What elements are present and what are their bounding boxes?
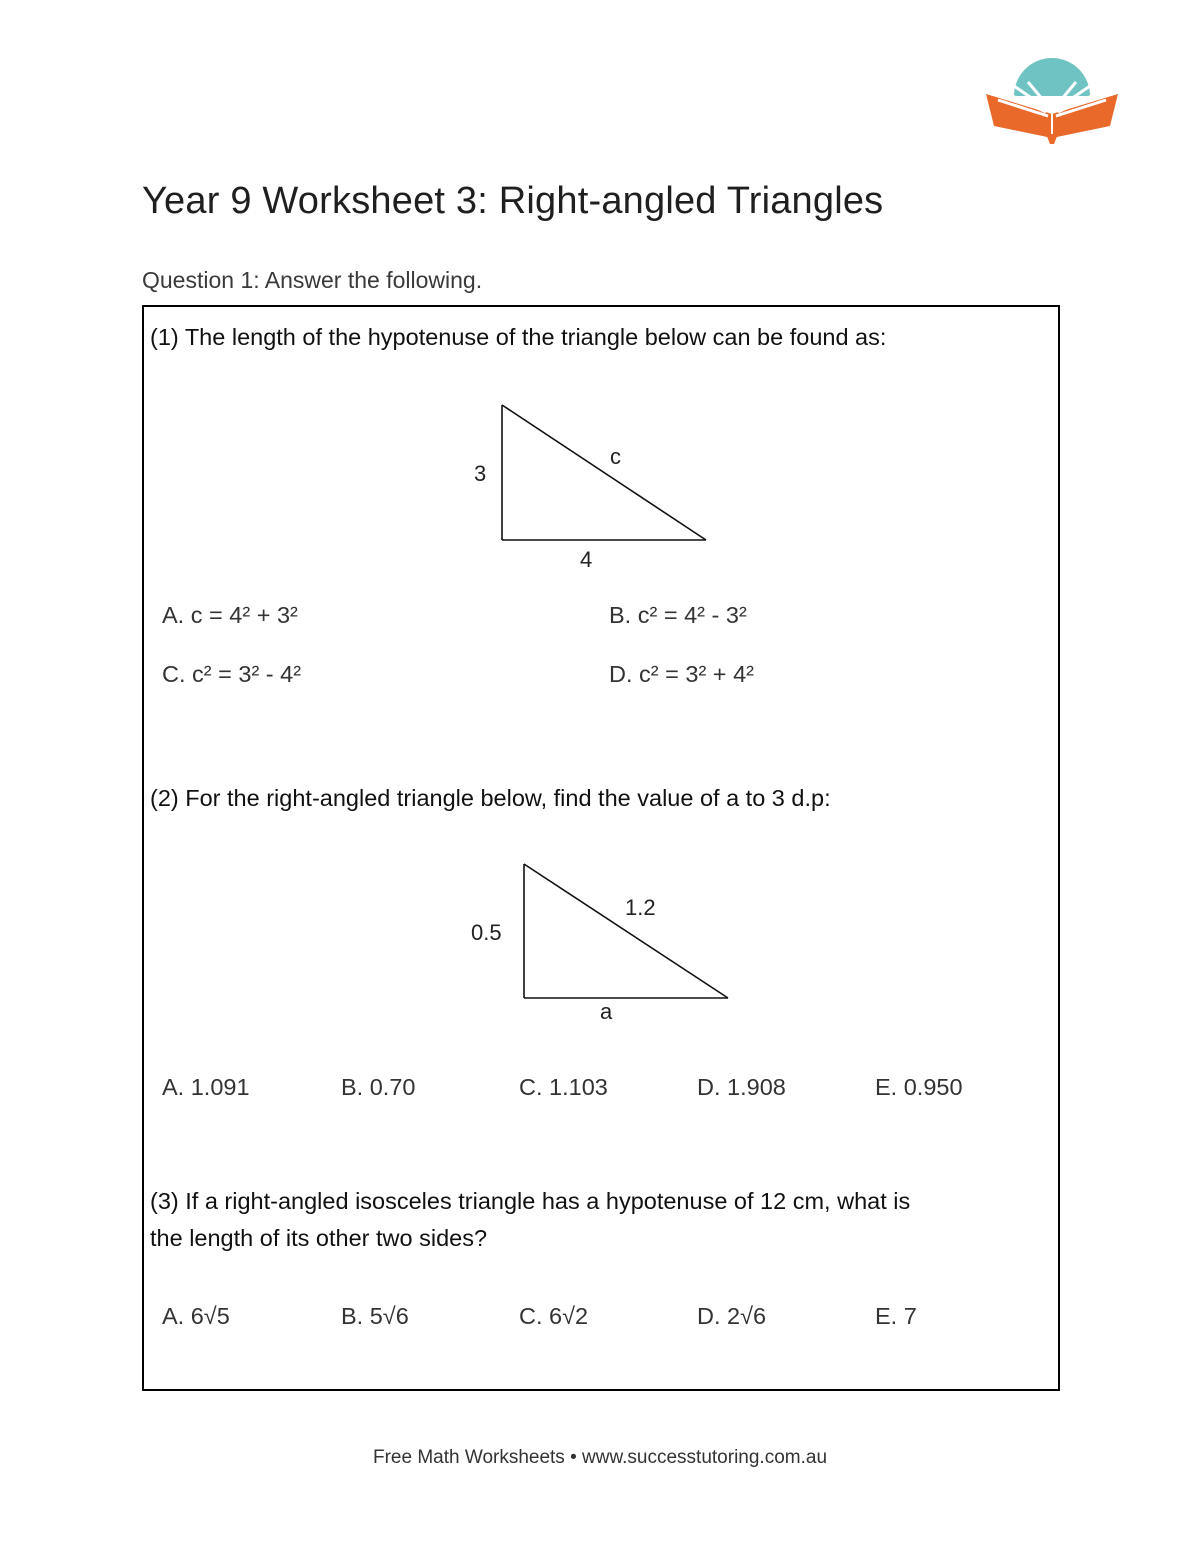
question-3-text-line-1: (3) If a right-angled isosceles triangle has a hypotenuse of 12 cm, what is <box>150 1188 911 1214</box>
question-3-text-line-2: the length of its other two sides? <box>150 1225 488 1251</box>
question-instruction: Question 1: Answer the following. <box>142 267 483 293</box>
question-2-option-e[interactable]: E. 0.950 <box>875 1074 963 1100</box>
question-3-option-d[interactable]: D. 2√6 <box>697 1303 767 1329</box>
question-3-option-e[interactable]: E. 7 <box>875 1303 917 1329</box>
question-1-option-b[interactable]: B. c² = 4² - 3² <box>609 602 747 628</box>
triangle-2-diagram <box>0 0 1 1</box>
page-footer: Free Math Worksheets • www.successtutoring.com.au <box>372 1447 828 1468</box>
open-book-sunrise-icon <box>984 58 1120 144</box>
triangle-1-base-label: 4 <box>580 547 593 572</box>
page-title: Year 9 Worksheet 3: Right-angled Triangles <box>142 180 884 222</box>
question-1-option-c[interactable]: C. c² = 3² - 4² <box>162 661 302 687</box>
question-1-option-a[interactable]: A. c = 4² + 3² <box>162 602 298 628</box>
triangle-2-height-label: 0.5 <box>471 920 502 945</box>
triangle-2-hypotenuse-label: 1.2 <box>625 895 656 920</box>
question-1-option-d[interactable]: D. c² = 3² + 4² <box>609 661 754 687</box>
triangle-2-base-label: a <box>600 999 613 1024</box>
question-3-option-a[interactable]: A. 6√5 <box>162 1303 230 1329</box>
question-3-option-b[interactable]: B. 5√6 <box>341 1303 409 1329</box>
triangle-1-height-label: 3 <box>474 461 487 486</box>
question-3-option-c[interactable]: C. 6√2 <box>519 1303 589 1329</box>
question-2-option-b[interactable]: B. 0.70 <box>341 1074 416 1100</box>
question-2-option-c[interactable]: C. 1.103 <box>519 1074 608 1100</box>
question-2-text: (2) For the right-angled triangle below, find the value of a to 3 d.p: <box>150 785 831 811</box>
triangle-1-hypotenuse-label: c <box>610 444 621 469</box>
question-1-text: (1) The length of the hypotenuse of the triangle below can be found as: <box>150 324 887 350</box>
question-2-option-d[interactable]: D. 1.908 <box>697 1074 786 1100</box>
question-2-option-a[interactable]: A. 1.091 <box>162 1074 250 1100</box>
